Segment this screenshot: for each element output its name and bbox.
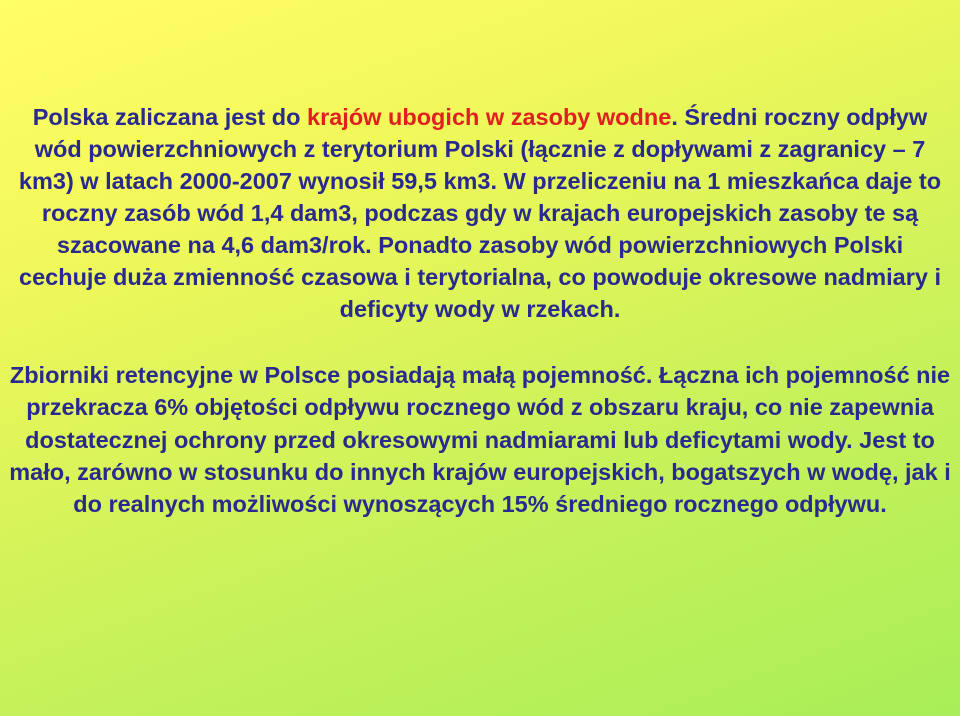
paragraph-1-part-1: Polska zaliczana jest do: [32, 104, 308, 130]
highlighted-phrase: krajów ubogich w zasoby wodne: [307, 104, 672, 130]
paragraph-reservoirs: Zbiorniki retencyjne w Polsce posiadają małą pojemność. Łączna ich pojemność nie przekracza 6% objętości odpływu rocznego wód z obszaru kraju, co nie zapewnia dostatecznej ochrony przed okresowymi nadmiarami lub deficytami wody. Jest to mało, zarówno w stosunku do innych krajów europejskich, bogatszych w wodę, jak i do realnych możliwości wynoszących 15% średniego rocznego odpływu.: [9, 362, 951, 518]
paragraph-water-resources: [12, 101, 948, 325]
paragraph-1-part-2: . Średni roczny odpływ wód powierzchniowych z terytorium Polski (łącznie z dopływami z zagranicy – 7 km3) w latach 2000-2007 wynosił 59,5 km3. W przeliczeniu na 1 mieszkańca daje to roczny zasób wód 1,4 dam3, podczas gdy w krajach europejskich zasoby te są szacowane na 4,6 dam3/rok. Ponadto zasoby wód powierzchniowych Polski cechuje duża zmienność czasowa i terytorialna, co powoduje okresowe nadmiary i deficyty wody w rzekach.: [18, 104, 942, 322]
